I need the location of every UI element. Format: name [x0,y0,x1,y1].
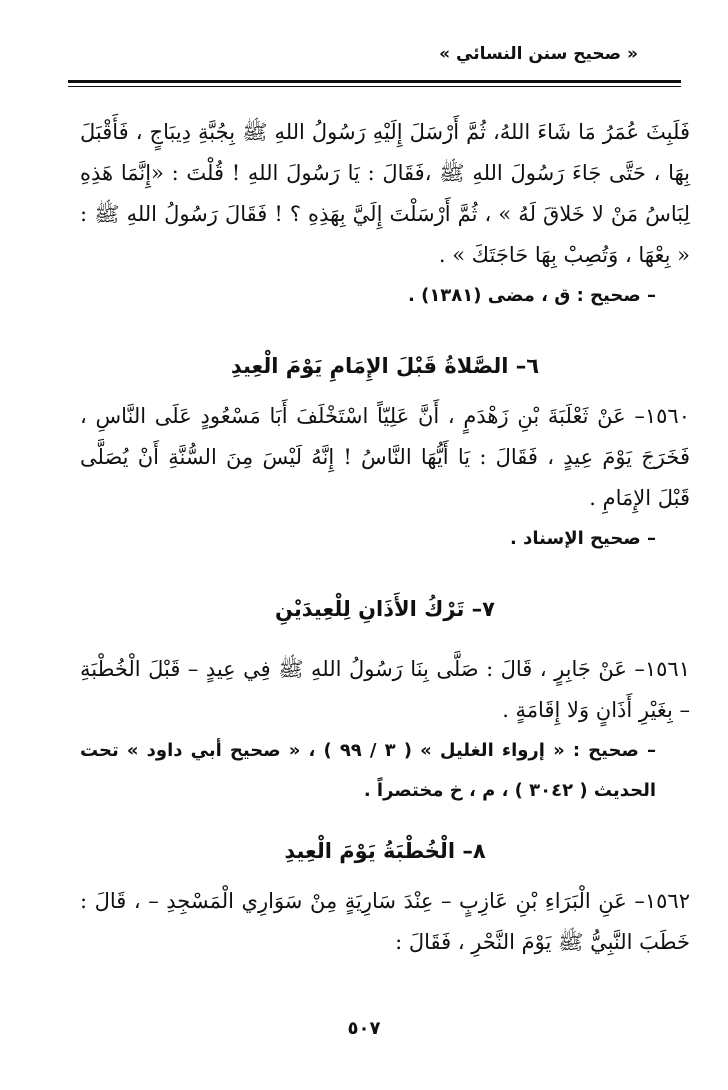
hadith-1561 [80,649,690,731]
header-rule-thick [68,80,681,83]
hadith-text: عَنْ ثَعْلَبَةَ بْنِ زَهْدَمٍ ، أَنَّ عَلِيّاً اسْتَخْلَفَ أَبَا مَسْعُودٍ عَلَى النَّاسِ ، فَخَرَجَ يَوْمَ عِيدٍ ، فَقَالَ : يَا أَيُّهَا النَّاسُ ! إِنَّهُ لَيْسَ مِنَ السُّنَّةِ أَنْ يُصَلَّى قَبْلَ الإِمَامِ . [80,404,690,510]
chapter-heading-8: ٨– الْخُطْبَةُ يَوْمَ الْعِيدِ [284,839,486,863]
hadith-number: ١٥٦٢– [634,889,690,913]
chapter-heading-7: ٧– تَرْكُ الأَذَانِ لِلْعِيدَيْنِ [275,597,495,621]
hadith-1562 [80,881,690,963]
hadith-number: ١٥٦٠– [634,404,690,428]
page-number: ٥٠٧ [347,1018,381,1039]
page-body [80,112,690,963]
grading-note: – صحيح الإسناد . [510,528,656,549]
chapter-heading-6: ٦– الصَّلاةُ قَبْلَ الإِمَامِ يَوْمَ الْعِيدِ [230,354,540,378]
hadith-1560 [80,396,690,519]
grading-note: – صحيح : ق ، مضى (١٣٨١) . [407,285,656,306]
grading-note: – صحيح : « إرواء الغليل » ( ٣ / ٩٩ ) ، « صحيح أبي داود » تحت الحديث ( ٣٠٤٢ ) ، م ، خ مختصراً . [80,740,656,801]
header-rule-thin [68,86,681,87]
hadith-number: ١٥٦١– [634,657,690,681]
hadith-text: عَنِ الْبَرَاءِ بْنِ عَازِبٍ – عِنْدَ سَارِيَةٍ مِنْ سَوَارِي الْمَسْجِدِ – ، قَالَ : خَطَبَ النَّبِيُّ ﷺ يَوْمَ النَّحْرِ ، فَقَالَ : [80,889,690,954]
running-title: « صحيح سنن النسائي » [439,44,638,64]
hadith-text: عَنْ جَابِرٍ ، قَالَ : صَلَّى بِنَا رَسُولُ اللهِ ﷺ فِي عِيدٍ – قَبْلَ الْخُطْبَةِ – بِغَيْرِ أَذَانٍ وَلا إِقَامَةٍ . [80,657,690,722]
hadith-continuation: فَلَبِثَ عُمَرُ مَا شَاءَ اللهُ، ثُمَّ أَرْسَلَ إِلَيْهِ رَسُولُ اللهِ ﷺ بِجُبَّةِ دِيبَاجٍ ، فَأَقْبَلَ بِهَا ، حَتَّى جَاءَ رَسُولَ اللهِ ﷺ ،فَقَالَ : يَا رَسُولَ اللهِ ! قُلْتَ : «إِنَّمَا هَذِهِ لِبَاسُ مَنْ لا خَلاقَ لَهُ » ، ثُمَّ أَرْسَلْتَ إِلَيَّ بِهَذِهِ ؟ ! فَقَالَ رَسُولُ اللهِ ﷺ : « بِعْهَا ، وَتُصِبْ بِهَا حَاجَتَكَ » . [80,120,690,267]
